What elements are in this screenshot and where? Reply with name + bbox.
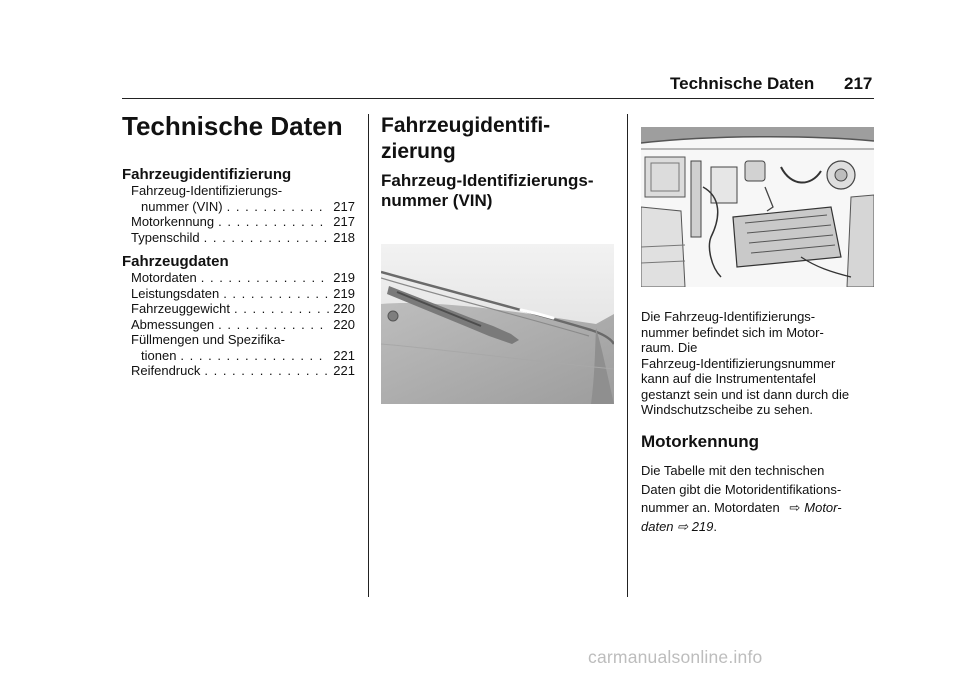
toc-leader-dots (227, 199, 330, 215)
toc-item-line: Fahrzeug-Identifizierungs- (131, 183, 283, 198)
paragraph-line: Die Fahrzeug-Identifizierungs- (641, 309, 816, 324)
column-divider (368, 114, 369, 597)
toc-leader-dots (201, 270, 330, 286)
toc-item-page: 217 (333, 214, 355, 229)
paragraph-text: . (713, 518, 718, 534)
toc-item-label: Fahrzeuggewicht (131, 301, 230, 316)
toc-item-label: Motorkennung (131, 214, 215, 229)
page-number: 217 (844, 74, 873, 93)
toc-item[interactable] (131, 348, 355, 364)
toc-item[interactable] (131, 317, 355, 333)
toc-item[interactable] (131, 363, 355, 379)
toc-item-page: 219 (333, 270, 355, 285)
toc-leader-dots (204, 363, 329, 379)
toc-leader-dots (218, 214, 329, 230)
toc-item-label: nummer (VIN) (141, 198, 223, 214)
toc-item-page: 220 (333, 316, 355, 332)
toc-list (131, 270, 355, 379)
cross-reference-arrow-icon: ⇨ (677, 518, 689, 534)
paragraph-line: kann auf die Instrumententafel (641, 371, 816, 386)
toc-leader-dots (180, 348, 329, 364)
running-header-title: Technische Daten (670, 74, 815, 93)
section-heading-line: Fahrzeugidentifi- (381, 114, 551, 137)
toc-item-label: Typenschild (131, 229, 200, 245)
toc-section-title: Fahrzeugdaten (122, 253, 229, 270)
subsection-heading-line: nummer (VIN) (381, 191, 493, 210)
paragraph-line (641, 518, 877, 537)
toc-leader-dots (223, 286, 329, 302)
paragraph-text: nummer an. Motordaten (641, 500, 780, 515)
vin-location-illustration (381, 244, 614, 404)
paragraph (641, 309, 877, 418)
toc-item[interactable] (131, 199, 355, 215)
paragraph-line: gestanzt sein und ist dann durch die (641, 386, 850, 402)
paragraph-line: Windschutzscheibe zu sehen. (641, 402, 813, 417)
toc-list (131, 183, 355, 245)
toc-item-page: 219 (333, 285, 355, 301)
toc-item-label: Abmessungen (131, 316, 215, 332)
cross-reference-link[interactable]: Motor- (804, 500, 842, 515)
toc-item-page: 221 (333, 347, 355, 363)
toc-item-page: 218 (333, 229, 355, 245)
cross-reference-arrow-icon: ⇨ (789, 500, 801, 515)
paragraph (641, 462, 877, 536)
paragraph-line: raum. Die (641, 340, 698, 355)
toc-leader-dots (234, 301, 329, 317)
subsection-heading: Motorkennung (641, 432, 760, 451)
paragraph-line: Fahrzeug-Identifizierungsnummer (641, 355, 836, 371)
toc-item-page: 221 (333, 363, 355, 378)
section-heading (381, 113, 611, 165)
toc-leader-dots (204, 230, 330, 246)
section-heading-line: zierung (381, 140, 456, 163)
paragraph-line: Die Tabelle mit den technischen (641, 463, 825, 478)
toc-section-title: Fahrzeugidentifizierung (122, 166, 292, 183)
toc-item-label: Reifendruck (131, 363, 201, 378)
toc-item[interactable] (131, 270, 355, 286)
toc-item[interactable] (131, 230, 355, 246)
toc-item-page: 220 (333, 301, 355, 316)
toc-item[interactable] (131, 301, 355, 317)
subsection-heading (381, 171, 621, 211)
toc-item-label: Motordaten (131, 270, 197, 285)
page-title: Technische Daten (122, 111, 343, 141)
paragraph-line (641, 499, 877, 518)
paragraph-line: nummer befindet sich im Motor- (641, 324, 824, 340)
engine-compartment-illustration (641, 127, 874, 287)
cross-reference-page[interactable]: 219 (691, 518, 714, 534)
toc-leader-dots (218, 317, 329, 333)
cross-reference-link[interactable]: daten (641, 518, 674, 534)
toc-item-label: Leistungsdaten (131, 285, 220, 301)
toc-item[interactable] (131, 214, 355, 230)
toc-item-label: tionen (141, 347, 177, 363)
subsection-heading-line: Fahrzeug-Identifizierungs- (381, 171, 594, 190)
toc-item-line: Füllmengen und Spezifika- (131, 332, 285, 347)
header-rule (122, 98, 874, 99)
watermark-text: carmanualsonline.info (588, 647, 763, 667)
toc-item-page: 217 (333, 198, 355, 214)
column-divider (627, 114, 628, 597)
paragraph-line: Daten gibt die Motoridentifikations- (641, 481, 842, 497)
toc-item[interactable] (131, 286, 355, 302)
